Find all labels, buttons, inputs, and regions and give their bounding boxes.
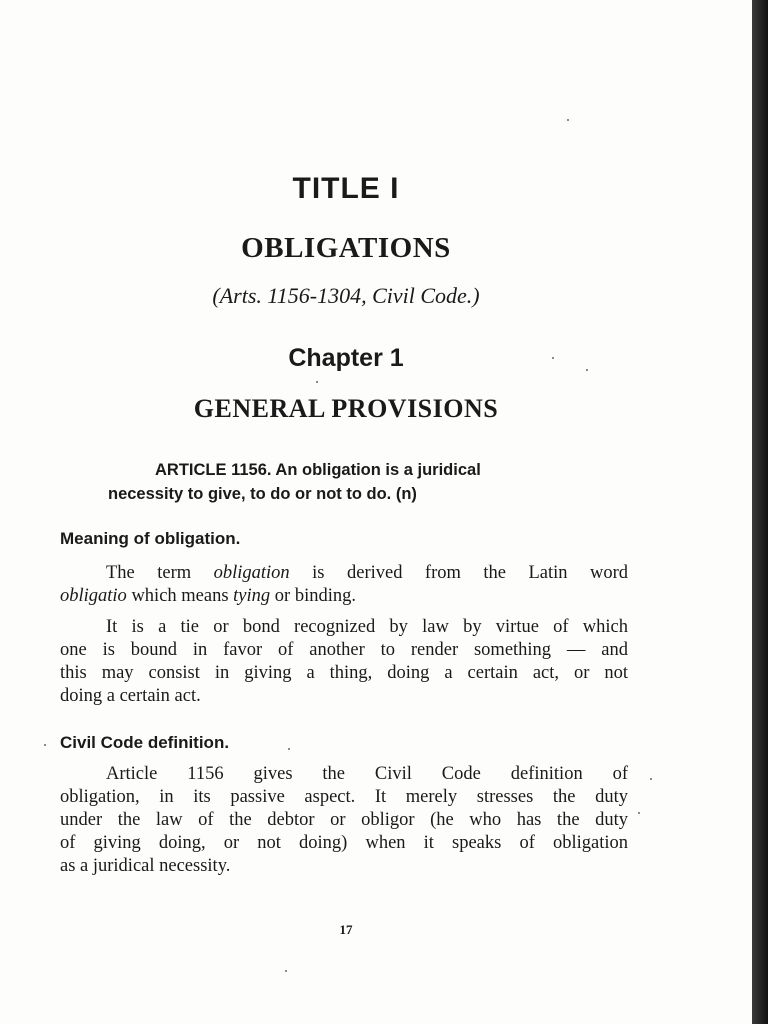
paragraph-line [60, 585, 628, 608]
paragraph-line: Article 1156 gives the Civil Code definition of [106, 764, 628, 784]
paragraph-meaning-2 [60, 616, 628, 708]
paragraph-line: one is bound in favor of another to render something — and [60, 640, 628, 660]
scan-speck [567, 119, 569, 121]
paragraph-line: It is a tie or bond recognized by law by virtue of which [106, 617, 628, 637]
scan-speck [316, 381, 318, 383]
scan-speck [288, 748, 290, 750]
paragraph-civil-code [60, 763, 628, 878]
article-line-2: necessity to give, to do or not to do. (n) [108, 485, 417, 503]
emphasis-tying: tying [233, 586, 271, 606]
article-text [108, 458, 628, 506]
text-run: The term [106, 563, 214, 583]
chapter-label: Chapter 1 [288, 344, 404, 372]
paragraph-line: of giving doing, or not doing) when it speaks of obligation [60, 833, 628, 853]
scan-speck [552, 357, 554, 359]
emphasis-obligation: obligation [213, 563, 290, 583]
emphasis-obligatio: obligatio [60, 586, 127, 606]
text-run: is derived from the Latin word [289, 563, 628, 583]
scan-speck [638, 812, 640, 814]
paragraph-line: obligation, in its passive aspect. It merely stresses the duty [60, 787, 628, 807]
section-heading-meaning: Meaning of obligation. [60, 529, 241, 548]
scan-speck [650, 778, 652, 780]
scan-edge [752, 0, 768, 1024]
article-line-1: ARTICLE 1156. An obligation is a juridical [155, 461, 481, 479]
page-number: 17 [339, 922, 353, 937]
paragraph-line: as a juridical necessity. [60, 856, 231, 876]
text-run: or binding. [270, 586, 356, 606]
paragraph-line: doing a certain act. [60, 686, 201, 706]
text-run: which means [126, 586, 234, 606]
title-reference: (Arts. 1156-1304, Civil Code.) [212, 283, 480, 308]
scan-speck [586, 369, 588, 371]
paragraph-line: under the law of the debtor or obligor (he who has the duty [60, 810, 628, 830]
paragraph-line [60, 562, 628, 585]
paragraph-meaning-1 [60, 562, 628, 608]
scan-speck [44, 744, 46, 746]
title-name: OBLIGATIONS [241, 232, 451, 264]
section-heading-civil-code: Civil Code definition. [60, 733, 230, 752]
scan-speck [285, 970, 287, 972]
paragraph-line: this may consist in giving a thing, doing a certain act, or not [60, 663, 628, 683]
title-label: TITLE I [292, 172, 400, 205]
chapter-name: GENERAL PROVISIONS [193, 394, 499, 423]
